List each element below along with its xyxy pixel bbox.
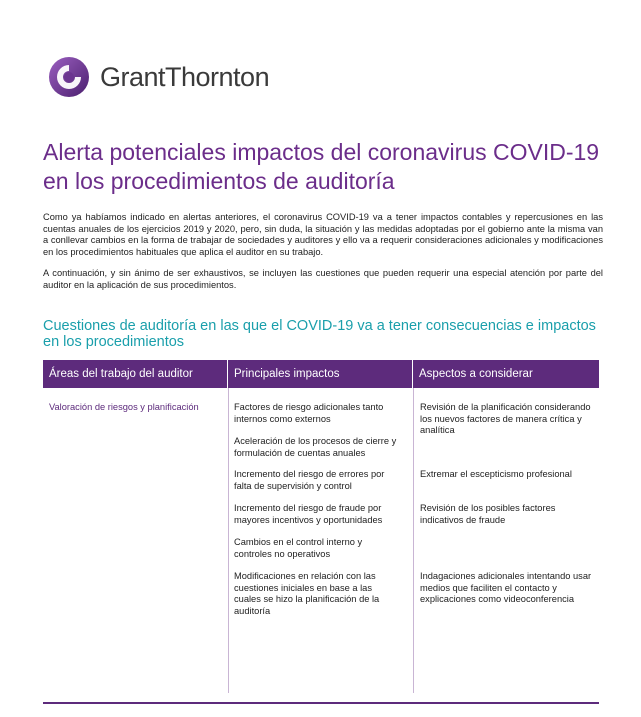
table-header	[43, 360, 599, 388]
section-title: Cuestiones de auditoría en las que el COVID-19 va a tener consecuencias e impactos en los procedimientos	[43, 318, 596, 350]
intro-paragraph-1: Como ya habíamos indicado en alertas anteriores, el coronavirus COVID-19 va a tener impactos contables y repercusiones en las cuentas anuales de los ejercicios 2019 y 2020, pero, sin duda, la situación y las medidas adoptadas por el gobierno ante la misma van a conllevar cambios en la forma de trabajar de sociedades y auditores y ello va a requerir consideraciones adicionales y modificaciones en los procedimientos habituales que aplica el auditor en su trabajo.	[43, 212, 603, 257]
impact-item: Aceleración de los procesos de cierre y formulación de cuentas anuales	[234, 436, 397, 458]
header-considerations: Aspectos a considerar	[419, 368, 533, 380]
column-divider	[413, 388, 414, 693]
header-areas: Áreas del trabajo del auditor	[43, 360, 228, 388]
consideration-item: Indagaciones adicionales intentando usar medios que faciliten el contacto y explicaciones como videoconferencia	[420, 571, 592, 605]
grant-thornton-logo	[48, 56, 269, 98]
header-impacts: Principales impactos	[228, 360, 413, 388]
impact-item: Factores de riesgo adicionales tanto internos como externos	[234, 402, 384, 424]
grant-thornton-logo-icon	[48, 56, 90, 98]
impact-item: Cambios en el control interno y controles no operativos	[234, 537, 363, 559]
column-divider	[228, 388, 229, 693]
consideration-item: Revisión de la planificación considerando los nuevos factores de manera crítica y analítica	[420, 402, 591, 436]
consideration-item: Revisión de los posibles factores indicativos de fraude	[420, 503, 556, 525]
logo-text: GrantThornton	[100, 61, 270, 92]
impact-item: Incremento del riesgo de fraude por mayores incentivos y oportunidades	[234, 503, 383, 525]
area-cell: Valoración de riesgos y planificación	[49, 402, 199, 412]
page-title: Alerta potenciales impactos del coronavirus COVID-19 en los procedimientos de auditoría	[43, 139, 600, 194]
consideration-item: Extremar el escepticismo profesional	[420, 469, 572, 479]
intro-paragraph-2: A continuación, y sin ánimo de ser exhaustivos, se incluyen las cuestiones que pueden requerir una especial atención por parte del auditor en la aplicación de sus procedimientos.	[43, 268, 603, 290]
table-bottom-border	[43, 702, 599, 704]
impact-item: Modificaciones en relación con las cuestiones iniciales en base a las cuales se hizo la planificación de la auditoría	[234, 571, 380, 616]
impact-item: Incremento del riesgo de errores por falta de supervisión y control	[234, 469, 385, 491]
